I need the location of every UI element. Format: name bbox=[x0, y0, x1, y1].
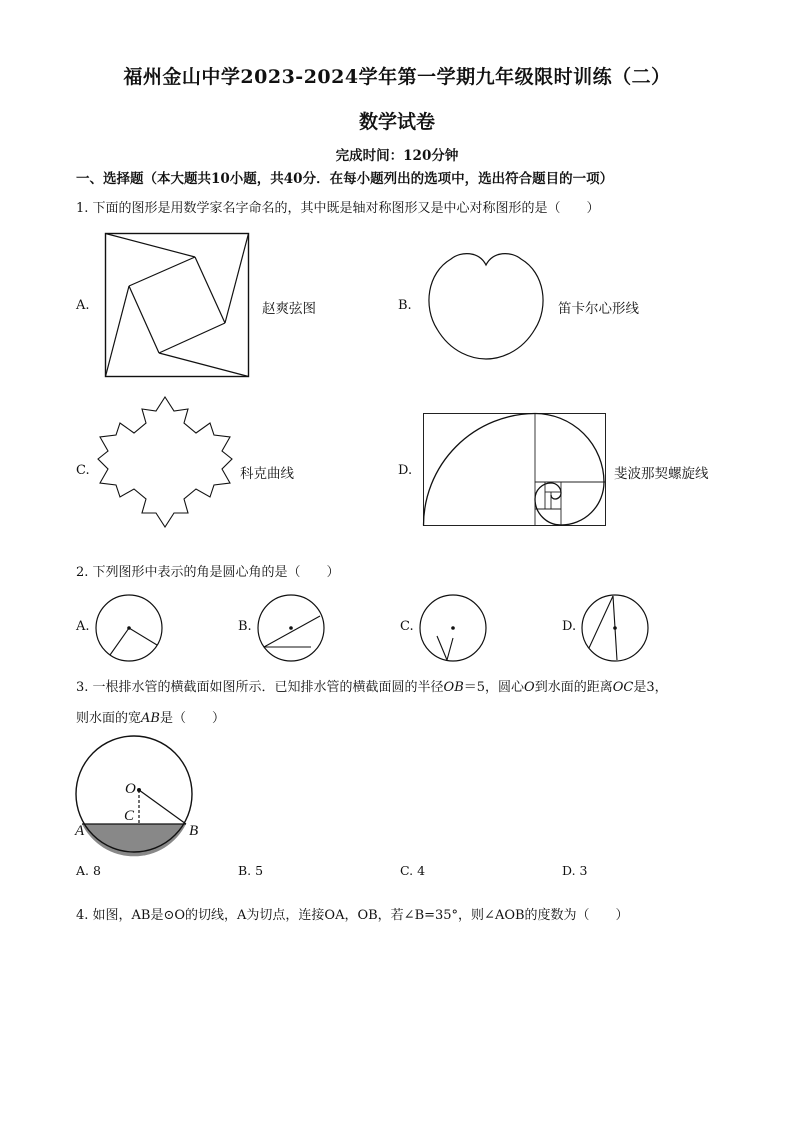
q3-text-distance: 到水面的距离 bbox=[534, 680, 613, 695]
zhao-shuang-figure bbox=[105, 233, 251, 379]
q2-figure-d bbox=[581, 594, 649, 662]
q3-option-d-value: 3 bbox=[579, 863, 588, 878]
q1-option-a-name: 赵爽弦图 bbox=[262, 301, 316, 317]
q3-option-b-label: B. bbox=[238, 863, 252, 878]
q2-option-c-label: C. bbox=[400, 619, 414, 634]
q3-text-eq: ＝5，圆心 bbox=[463, 680, 525, 695]
question-1-stem: 1. 下面的图形是用数学家名字命名的，其中既是轴对称图形又是中心对称图形的是（ ） bbox=[76, 201, 600, 216]
q3-segment-oc: OC bbox=[612, 680, 634, 695]
q2-figure-a bbox=[95, 594, 163, 662]
fibonacci-spiral-figure bbox=[423, 413, 607, 527]
koch-curve-figure bbox=[98, 397, 232, 543]
q1-option-d-label: D. bbox=[398, 463, 413, 478]
q1-option-a-label: A. bbox=[76, 298, 90, 313]
q3-option-a-label: A. bbox=[76, 863, 90, 878]
q3-text-1: 3. 一根排水管的横截面如图所示．已知排水管的横截面圆的半径 bbox=[76, 680, 444, 695]
q2-option-a-label: A. bbox=[76, 619, 90, 634]
question-3-stem-line1 bbox=[76, 676, 668, 695]
q3-option-c-value: 4 bbox=[417, 863, 426, 878]
cardioid-figure bbox=[421, 245, 551, 365]
fig-label-a: A bbox=[75, 823, 85, 839]
q2-option-b-label: B. bbox=[238, 619, 252, 634]
q1-option-b-name: 笛卡尔心形线 bbox=[558, 301, 639, 317]
q3-line2-pre: 则水面的宽 bbox=[76, 711, 142, 726]
drain-pipe-figure bbox=[75, 737, 205, 847]
q3-option-d bbox=[562, 863, 588, 878]
q3-option-a-value: 8 bbox=[93, 863, 101, 878]
q3-option-b bbox=[238, 863, 263, 878]
q3-text-2: 是3， bbox=[633, 680, 668, 695]
q3-option-c bbox=[400, 863, 425, 878]
q3-option-a bbox=[76, 863, 101, 878]
question-4-stem: 4. 如图，AB是⊙O的切线，A为切点，连接OA，OB，若∠B=35°，则∠AOB的度数为（ ） bbox=[76, 908, 629, 923]
fig-label-b: B bbox=[189, 823, 199, 839]
q1-option-c-label: C. bbox=[76, 463, 90, 478]
q1-option-d-name: 斐波那契螺旋线 bbox=[614, 466, 709, 482]
q1-option-b-label: B. bbox=[398, 298, 412, 313]
q3-option-c-label: C. bbox=[400, 863, 414, 878]
q2-option-d-label: D. bbox=[562, 619, 577, 634]
document-subtitle: 数学试卷 bbox=[358, 111, 435, 133]
question-3-stem-line2 bbox=[76, 707, 225, 726]
q2-figure-c bbox=[419, 594, 487, 662]
q3-line2-post: 是（ ） bbox=[159, 711, 225, 726]
fig-label-o: O bbox=[125, 781, 136, 797]
q3-option-d-label: D. bbox=[562, 863, 576, 878]
q2-figure-b bbox=[257, 594, 325, 662]
fig-label-c: C bbox=[124, 808, 135, 824]
document-title: 福州金山中学2023-2024学年第一学期九年级限时训练（二） bbox=[123, 66, 671, 88]
question-2-stem: 2. 下列图形中表示的角是圆心角的是（ ） bbox=[76, 565, 340, 580]
q3-segment-ab: AB bbox=[141, 711, 160, 726]
q3-point-o: O bbox=[524, 680, 535, 695]
q1-option-c-name: 科克曲线 bbox=[240, 466, 294, 482]
time-limit: 完成时间：120分钟 bbox=[335, 148, 459, 164]
q3-segment-ob: OB bbox=[443, 680, 464, 695]
q3-option-b-value: 5 bbox=[255, 863, 264, 878]
section-heading: 一、选择题（本大题共10小题，共40分．在每小题列出的选项中，选出符合题目的一项） bbox=[76, 171, 614, 187]
